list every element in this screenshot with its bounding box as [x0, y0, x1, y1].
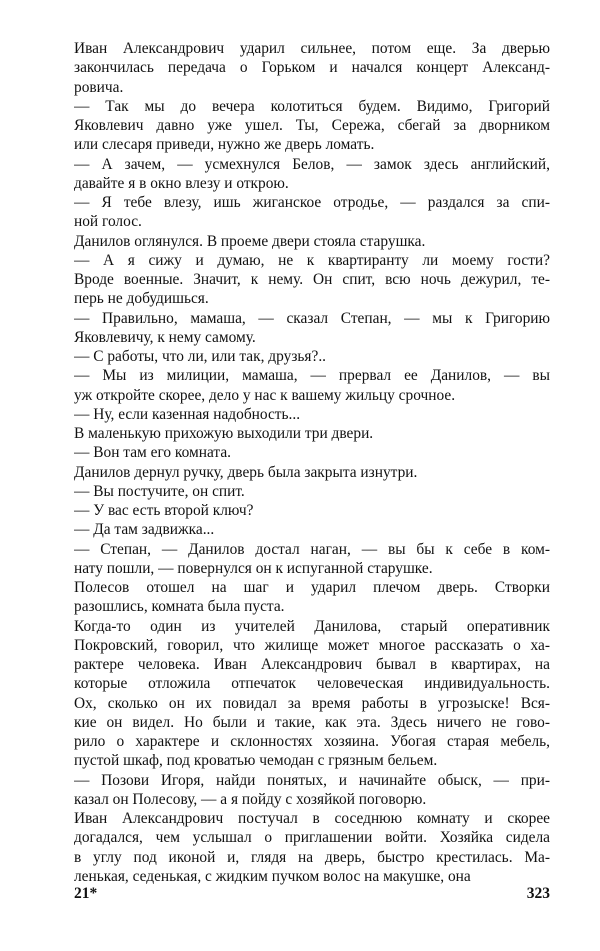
paragraph	[74, 520, 550, 539]
text-line: Яковлевичу, к нему самому.	[74, 328, 256, 346]
text-line: казал он Полесову, — а я пойду с хозяйкой поговорю.	[74, 790, 427, 808]
page-number: 323	[526, 885, 550, 902]
text-line: разошлись, комната была пуста.	[74, 598, 285, 616]
page-body-text	[74, 39, 550, 886]
text-line: рило о характере и склонностях хозяина. Убогая старая мебель,	[74, 733, 550, 750]
text-line: рактере человека. Иван Александрович бывал в квартирах, на	[74, 656, 550, 673]
paragraph	[74, 501, 550, 520]
paragraph	[74, 39, 550, 97]
text-line: — Мы из милиции, мамаша, — прервал ее Данилов, — вы	[74, 367, 550, 385]
text-line: — А зачем, — усмехнулся Белов, — замок здесь английский,	[74, 155, 550, 173]
text-line: — Вы постучите, он спит.	[74, 482, 245, 500]
text-line: Ох, сколько он их повидал за время работы в угрозыске! Вся-	[74, 694, 550, 712]
text-line: Яковлевич давно уже ушел. Ты, Сережа, сбегай за дворником	[74, 117, 550, 134]
page-footer	[74, 885, 550, 907]
text-line: В маленькую прихожую выходили три двери.	[74, 425, 374, 442]
paragraph	[74, 771, 550, 810]
text-line: ровича.	[74, 78, 124, 96]
paragraph	[74, 424, 550, 443]
paragraph	[74, 193, 550, 232]
text-line: в углу под иконой и, глядя на дверь, быстро крестилась. Ма-	[74, 848, 550, 866]
text-line: пустой шкаф, под кроватью чемодан с грязным бельем.	[74, 752, 438, 770]
paragraph	[74, 443, 550, 462]
text-line: нату пошли, — повернулся он к испуганной старушке.	[74, 559, 433, 577]
text-line: Данилов дернул ручку, дверь была закрыта изнутри.	[74, 463, 418, 481]
text-line: ленькая, седенькая, с жидким пучком волос на макушке, она	[74, 867, 471, 885]
paragraph	[74, 366, 550, 405]
paragraph	[74, 617, 550, 771]
paragraph	[74, 347, 550, 366]
text-line: — Да там задвижка...	[74, 521, 215, 539]
text-line: — Вон там его комната.	[74, 444, 232, 462]
text-line: закончилась передача о Горьком и начался концерт Александ-	[74, 59, 550, 77]
text-line: которые отложила отпечаток человеческая индивидуальность.	[74, 675, 550, 693]
paragraph	[74, 482, 550, 501]
text-line: — Позови Игоря, найди понятых, и начинайте обыск, — при-	[74, 771, 550, 789]
text-line: кие он видел. Но были и такие, как эта. Здесь ничего не гово-	[74, 713, 550, 731]
paragraph	[74, 463, 550, 482]
text-line: — У вас есть второй ключ?	[74, 502, 254, 519]
paragraph	[74, 405, 550, 424]
text-line: Когда-то один из учителей Данилова, старый оперативник	[74, 617, 550, 635]
text-line: — А я сижу и думаю, не к квартиранту ли моему гости?	[74, 251, 550, 269]
paragraph	[74, 232, 550, 251]
text-line: — С работы, что ли, или так, друзья?..	[74, 348, 327, 365]
text-line: — Ну, если казенная надобность...	[74, 405, 301, 423]
paragraph	[74, 540, 550, 579]
text-line: Иван Александрович ударил сильнее, потом еще. За дверью	[74, 40, 550, 57]
paragraph	[74, 155, 550, 194]
text-line: Покровский, говорил, что жилище может многое рассказать о ха-	[74, 636, 550, 654]
text-line: ной голос.	[74, 213, 142, 231]
text-line: Вроде военные. Значит, к нему. Он спит, всю ночь дежурил, те-	[74, 271, 550, 288]
text-line: уж откройте скорее, дело у нас к вашему жильцу срочное.	[74, 386, 456, 404]
text-line: Иван Александрович постучал в соседнюю комнату и скорее	[74, 810, 550, 827]
text-line: Полесов отошел на шаг и ударил плечом дверь. Створки	[74, 579, 550, 596]
text-line: Данилов оглянулся. В проеме двери стояла старушка.	[74, 232, 426, 250]
paragraph	[74, 809, 550, 886]
text-line: — Правильно, мамаша, — сказал Степан, — мы к Григорию	[74, 309, 550, 327]
text-line: — Я тебе влезу, ишь жиганское отродье, — раздался за спи-	[74, 194, 550, 211]
paragraph	[74, 578, 550, 617]
paragraph	[74, 309, 550, 348]
paragraph	[74, 97, 550, 155]
text-line: перь не добудишься.	[74, 290, 209, 308]
text-line: догадался, чем услышал о приглашении войти. Хозяйка сидела	[74, 829, 550, 847]
text-line: — Степан, — Данилов достал наган, — вы бы к себе в ком-	[74, 540, 550, 558]
text-line: давайте я в окно влезу и открою.	[74, 174, 289, 192]
paragraph	[74, 251, 550, 309]
text-line: — Так мы до вечера колотиться будем. Видимо, Григорий	[74, 97, 550, 115]
printer-signature-mark: 21*	[74, 885, 98, 902]
text-line: или слесаря приведи, нужно же дверь ломать.	[74, 136, 375, 154]
